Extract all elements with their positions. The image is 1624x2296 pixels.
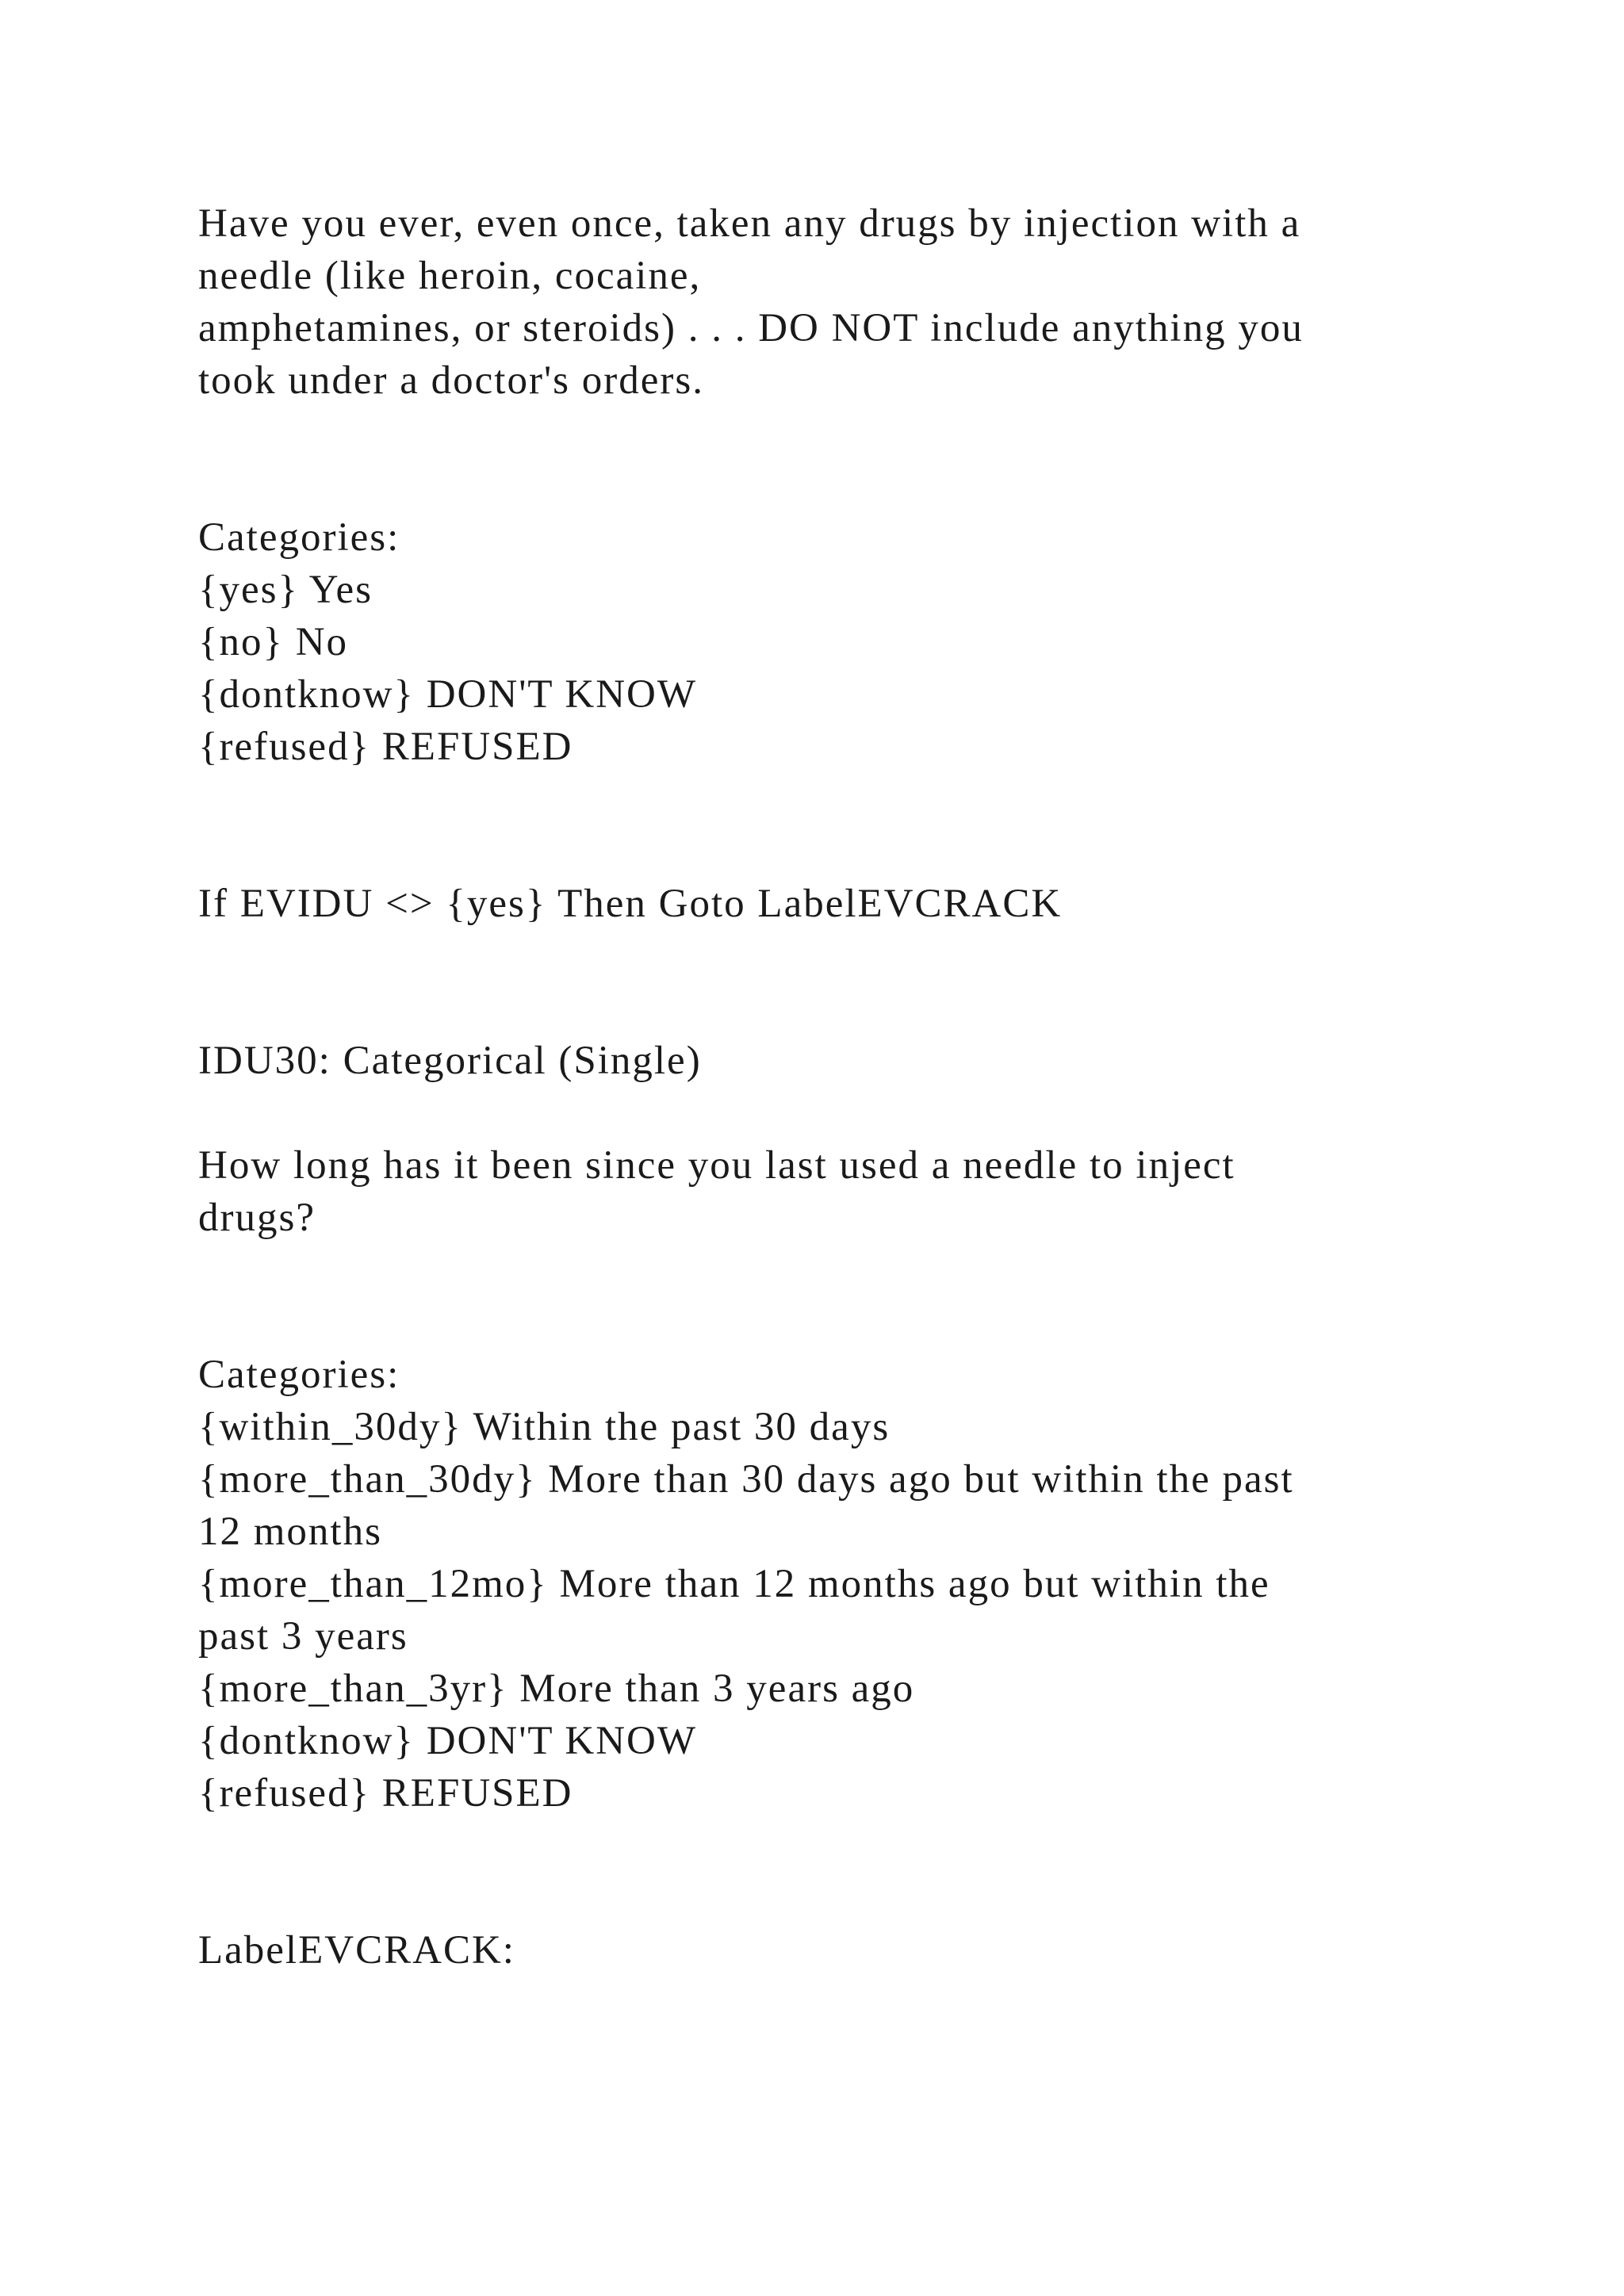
evidu-question-line-4: took under a doctor's orders. — [198, 358, 704, 403]
idu30-question-line-1: How long has it been since you last used a needle to inject — [198, 1143, 1235, 1188]
idu30-category-line: {more_than_3yr} More than 3 years ago — [198, 1667, 915, 1711]
evidu-category-refused: {refused} REFUSED — [198, 725, 573, 769]
idu30-category-line: {more_than_12mo} More than 12 months ago but within the — [198, 1562, 1270, 1606]
idu30-category-line: {within_30dy} Within the past 30 days — [198, 1405, 891, 1449]
idu30-category-line: {more_than_30dy} More than 30 days ago but within the past — [198, 1457, 1294, 1502]
idu30-question-line-2: drugs? — [198, 1196, 316, 1240]
evidu-question-line-1: Have you ever, even once, taken any drugs by injection with a — [198, 201, 1301, 246]
evidu-categories-heading: Categories: — [198, 515, 400, 560]
evidu-category-dontknow: {dontknow} DON'T KNOW — [198, 672, 697, 717]
idu30-category-line: {refused} REFUSED — [198, 1771, 573, 1816]
evidu-category-no: {no} No — [198, 620, 349, 664]
idu30-categories-heading: Categories: — [198, 1353, 400, 1397]
idu30-category-line: past 3 years — [198, 1614, 408, 1659]
skip-logic-statement: If EVIDU <> {yes} Then Goto LabelEVCRACK — [198, 882, 1063, 926]
evidu-question-line-2: needle (like heroin, cocaine, — [198, 254, 702, 298]
evidu-category-yes: {yes} Yes — [198, 568, 373, 612]
evidu-question-line-3: amphetamines, or steroids) . . . DO NOT include anything you — [198, 306, 1304, 350]
idu30-question-header: IDU30: Categorical (Single) — [198, 1039, 702, 1083]
idu30-category-line: {dontknow} DON'T KNOW — [198, 1719, 697, 1763]
label-evcrack: LabelEVCRACK: — [198, 1928, 515, 1973]
idu30-category-line: 12 months — [198, 1510, 382, 1554]
